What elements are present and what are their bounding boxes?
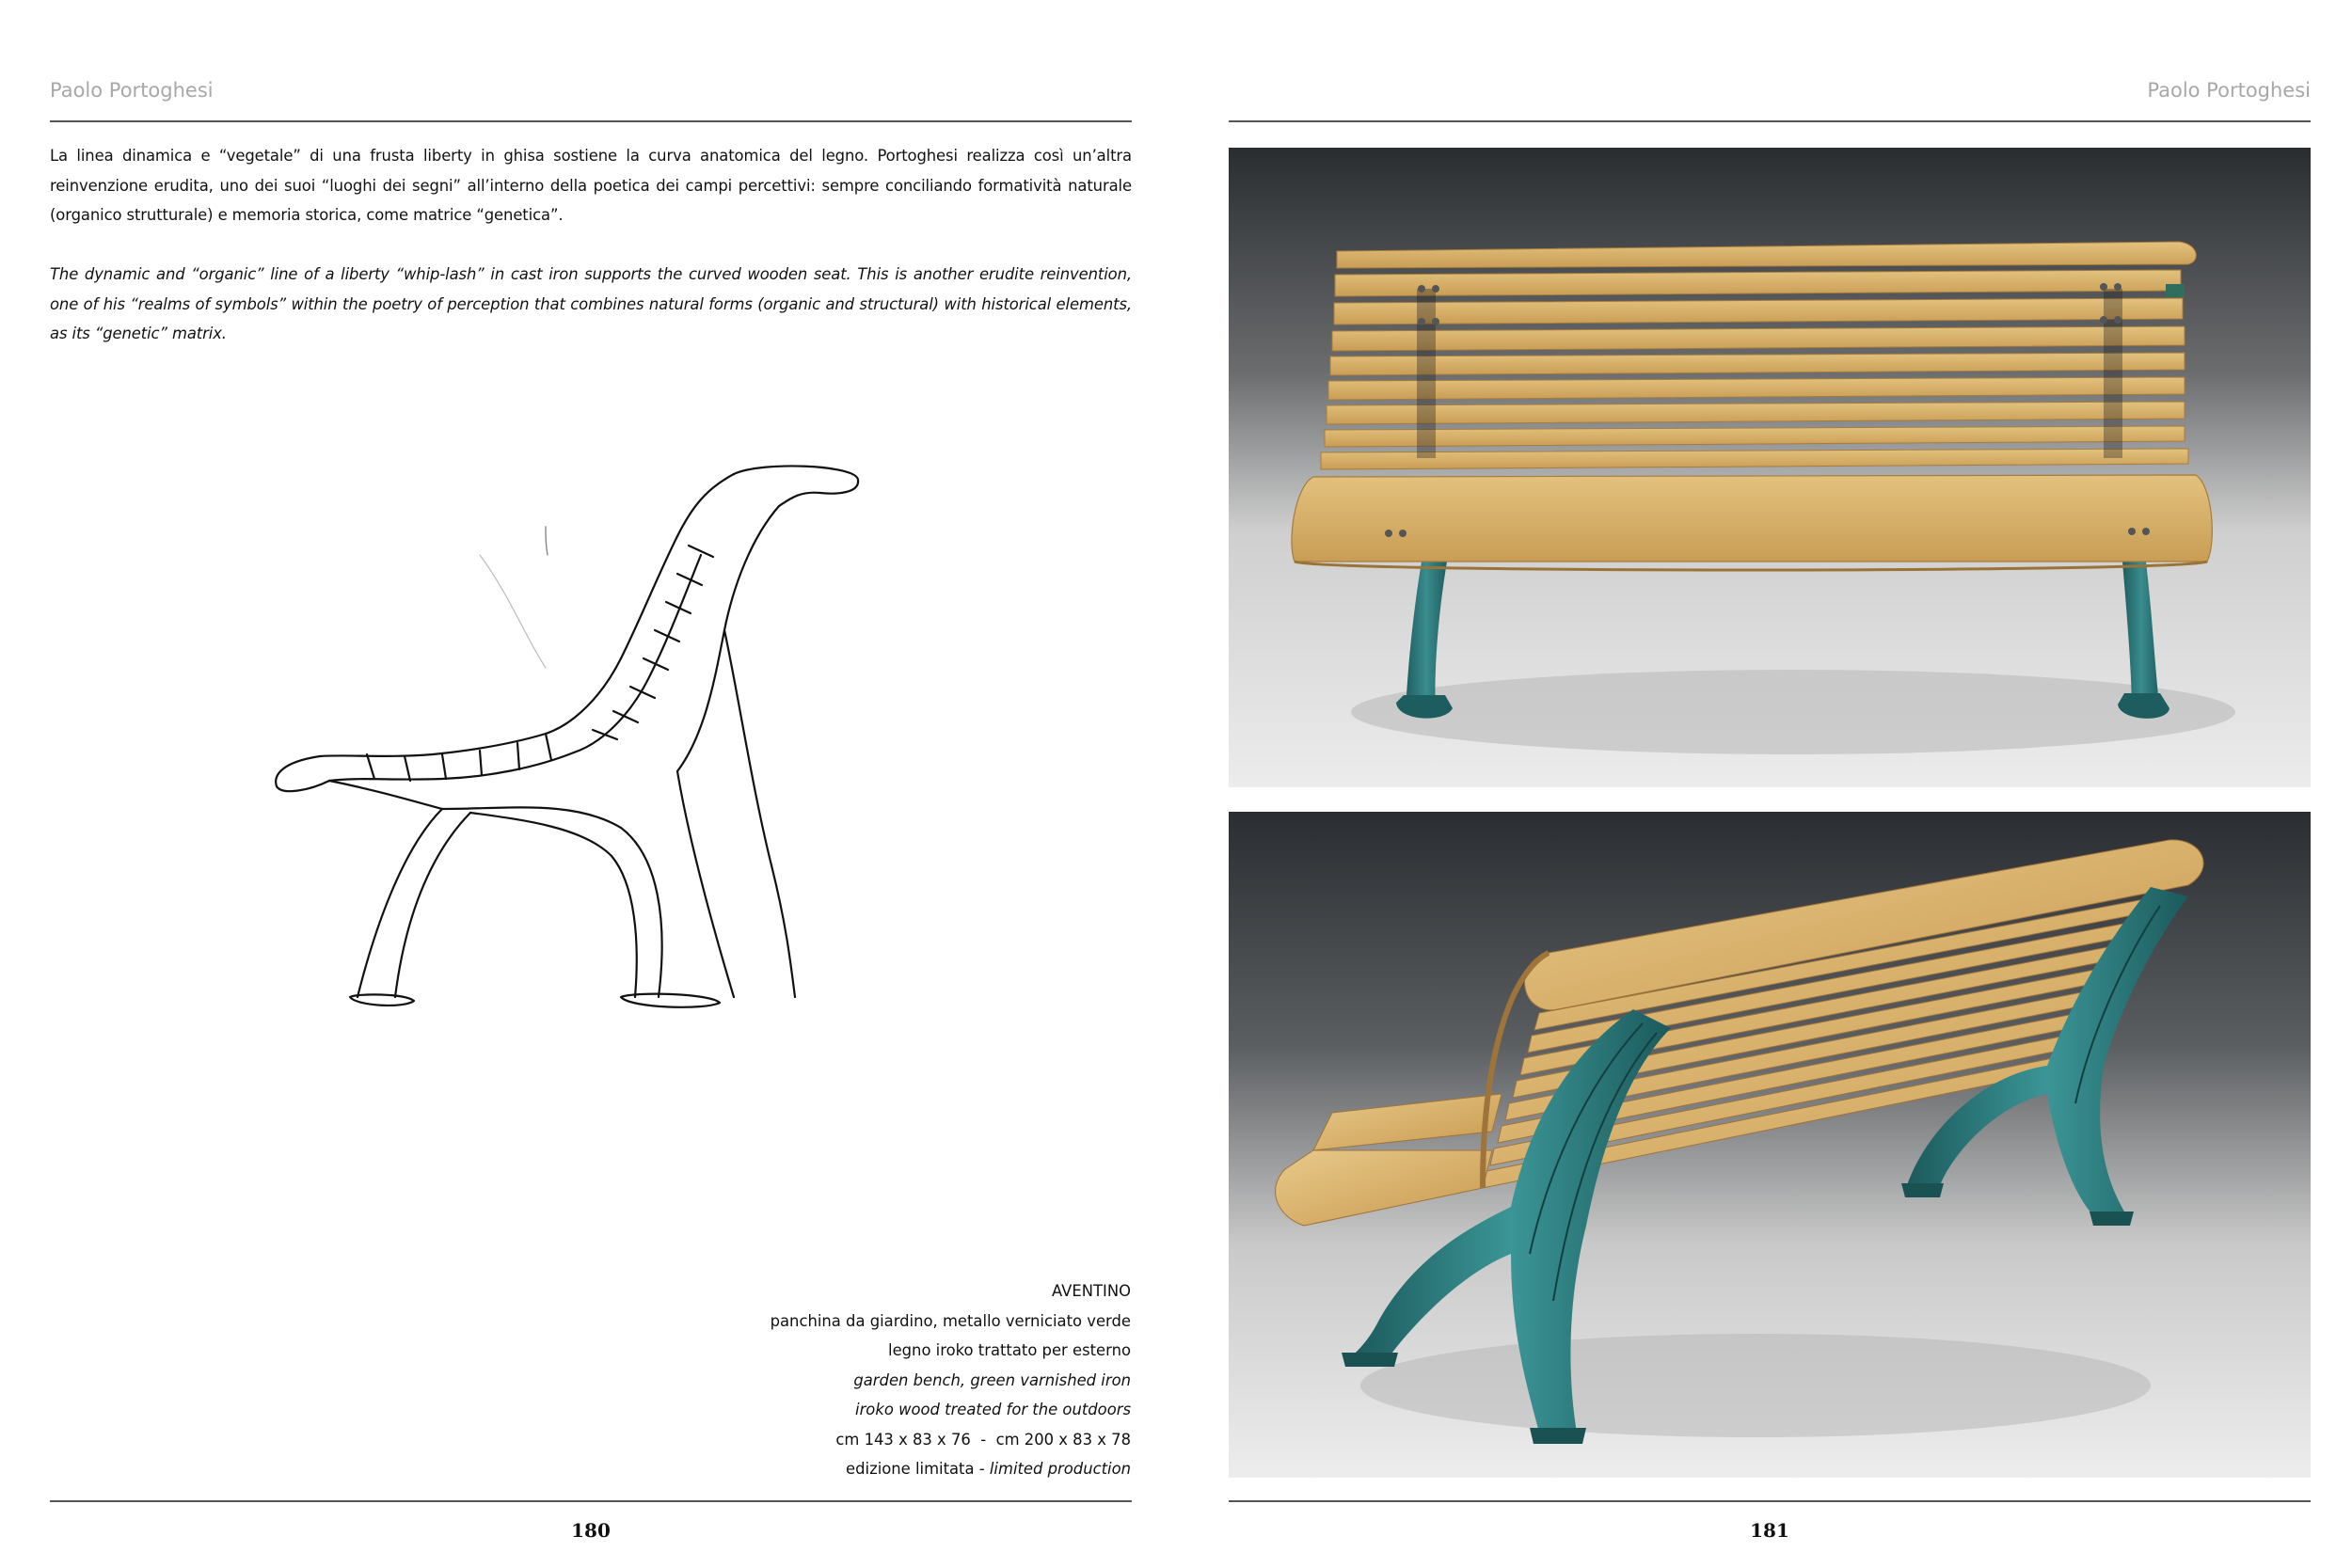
product-caption (771, 1276, 1131, 1484)
header-rule-right (1229, 120, 2311, 122)
author-header-right: Paolo Portoghesi (2147, 79, 2311, 102)
page-number-right: 181 (1750, 1519, 1789, 1542)
caption-title: AVENTINO (1051, 1282, 1131, 1300)
description-italian: La linea dinamica e “vegetale” di una frusta liberty in ghisa sostiene la curva anatomica del legno. Portoghesi realizza così un’altra reinvenzione erudita, uno dei suoi “luoghi dei segni” all’interno della poetica dei campi percettivi: sempre conciliando formatività naturale (organico strutturale) e memoria storica, come matrice “genetica”. (50, 147, 1132, 224)
description-english: The dynamic and “organic” line of a liberty “whip-lash” in cast iron supports the curved wooden seat. This is another erudite reinvention, one of his “realms of symbols” within the poetry of perception that combines natural forms (organic and structural) with historical elements, as its “genetic” matrix. (50, 265, 1132, 342)
caption-line-4: iroko wood treated for the outdoors (855, 1401, 1131, 1418)
footer-rule-right (1229, 1500, 2311, 1502)
bench-photo-rear (1229, 812, 2311, 1478)
caption-line-3: garden bench, green varnished iron (853, 1370, 1131, 1389)
footer-rule-left (50, 1500, 1132, 1502)
caption-edition (771, 1454, 1131, 1484)
caption-edition-it: edizione limitata - (846, 1460, 990, 1478)
bench-photo-front (1229, 148, 2311, 787)
caption-line-2: legno iroko trattato per esterno (888, 1341, 1131, 1359)
caption-edition-en: limited production (989, 1460, 1131, 1478)
page-number-left: 180 (571, 1519, 611, 1542)
bench-sketch (263, 451, 884, 1016)
author-header-left: Paolo Portoghesi (50, 79, 214, 102)
caption-dimensions: cm 143 x 83 x 76 - cm 200 x 83 x 78 (835, 1430, 1131, 1449)
header-rule-left (50, 120, 1132, 122)
caption-line-1: panchina da giardino, metallo verniciato verde (770, 1311, 1131, 1330)
